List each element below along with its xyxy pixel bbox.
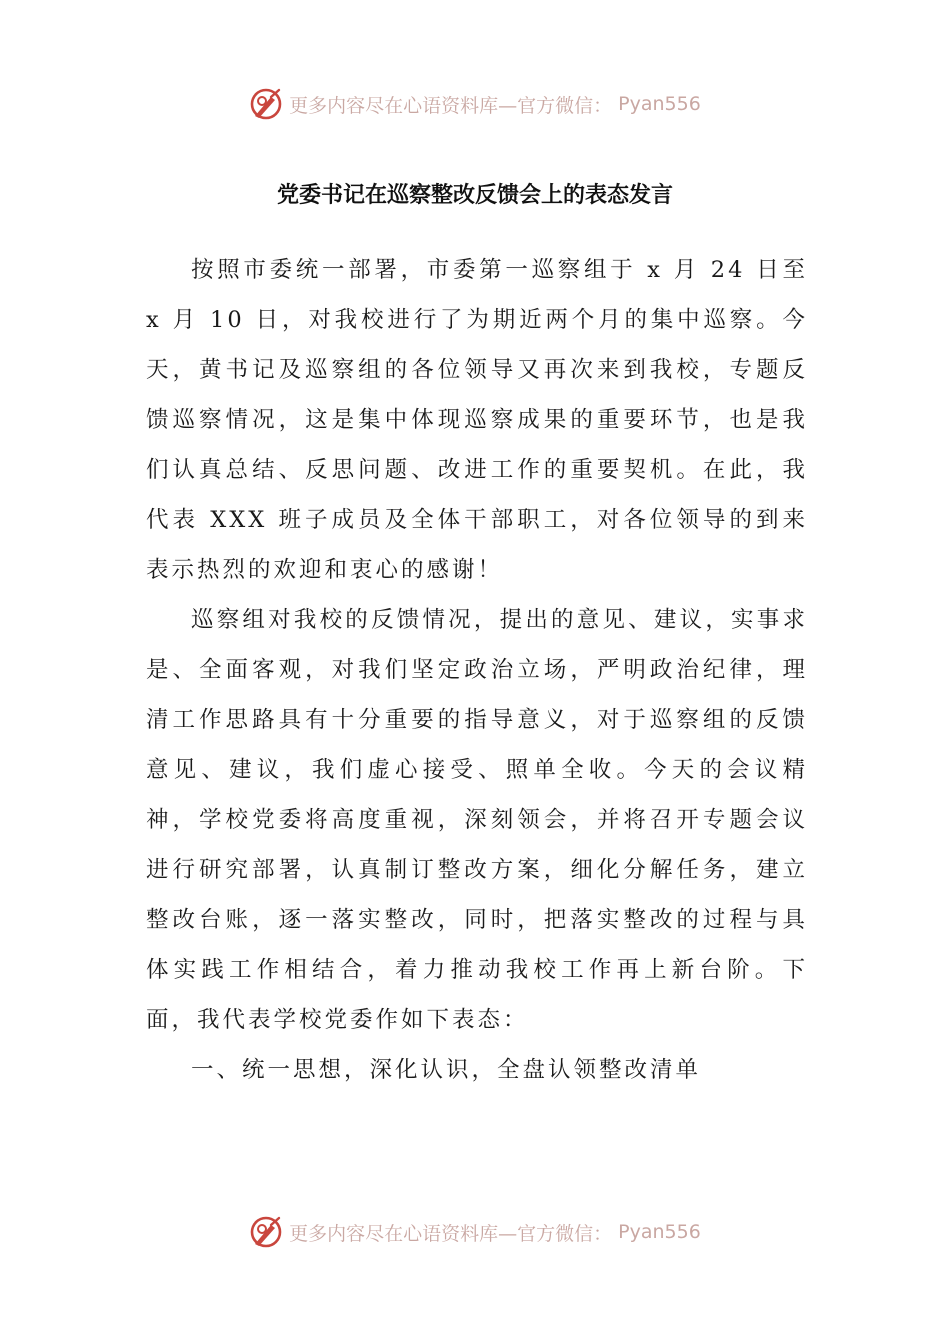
section-heading-1: 一、统一思想，深化认识，全盘认领整改清单 (191, 1057, 702, 1083)
document-body (146, 245, 808, 1095)
document-title: 党委书记在巡察整改反馈会上的表态发言 (276, 183, 673, 208)
pen-logo-icon (249, 1215, 283, 1249)
paragraph-2: 巡察组对我校的反馈情况，提出的意见、建议，实事求是、全面客观，对我们坚定政治立场，严明政治纪律，理清工作思路具有十分重要的指导意义，对于巡察组的反馈意见、建议，我们虚心接受、照单全收。今天的会议精神，学校党委将高度重视，深刻领会，并将召开专题会议进行研究部署，认真制订整改方案，细化分解任务，建立整改台账，逐一落实整改，同时，把落实整改的过程与具体实践工作相结合，着力推动我校工作再上新台阶。下面，我代表学校党委作如下表态： (146, 607, 808, 1033)
watermark-text: 更多内容尽在心语资料库—官方微信： (289, 1222, 613, 1245)
paragraph-1: 按照市委统一部署，市委第一巡察组于 x 月 24 日至 x 月 10 日，对我校进行了为期近两个月的集中巡察。今天，黄书记及巡察组的各位领导又再次来到我校，专题反馈巡察情况，这是集中体现巡察成果的重要环节，也是我们认真总结、反思问题、改进工作的重要契机。在此，我代表 XXX 班子成员及全体干部职工，对各位领导的到来表示热烈的欢迎和衷心的感谢！ (146, 257, 808, 583)
pen-logo-icon (249, 87, 283, 121)
watermark-footer (0, 1210, 950, 1254)
watermark-account: Pyan556 (618, 93, 701, 115)
watermark-text: 更多内容尽在心语资料库—官方微信： (289, 94, 613, 117)
watermark-account: Pyan556 (618, 1221, 701, 1243)
watermark-header (0, 82, 950, 126)
